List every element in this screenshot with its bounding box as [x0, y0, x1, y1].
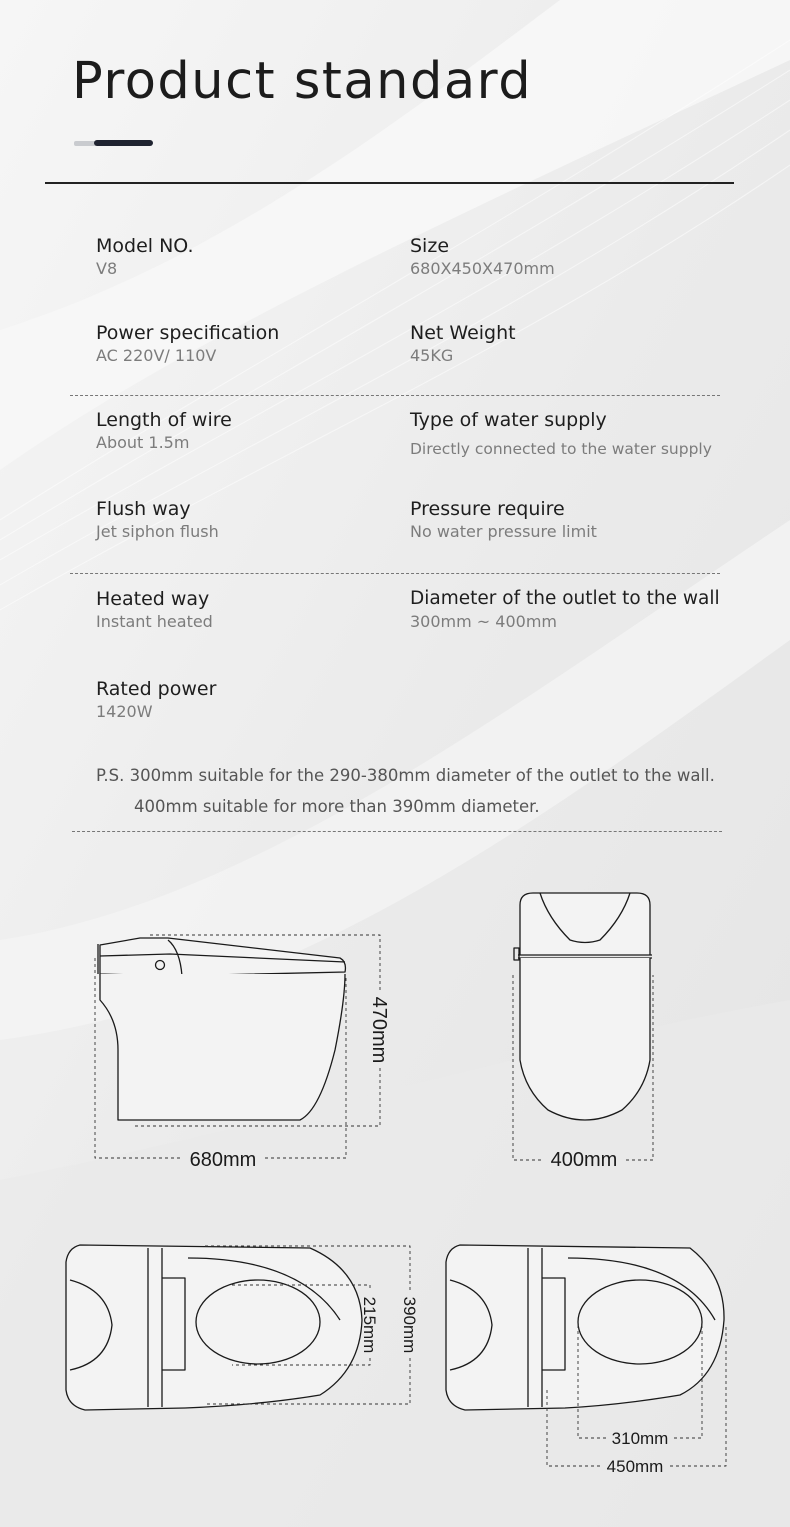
spec-value: About 1.5m [96, 433, 190, 452]
spec-label: Rated power [96, 678, 217, 700]
spec-label: Pressure require [410, 498, 565, 520]
spec-value: Instant heated [96, 612, 213, 631]
ps-note-line: 400mm suitable for more than 390mm diameter. [134, 797, 540, 816]
spec-label: Length of wire [96, 409, 232, 431]
dim-top-inner: 215mm [360, 1296, 379, 1354]
spec-value: No water pressure limit [410, 522, 597, 541]
ps-note-line: P.S. 300mm suitable for the 290-380mm diameter of the outlet to the wall. [96, 766, 715, 785]
spec-value: 1420W [96, 702, 153, 721]
spec-value: V8 [96, 259, 118, 278]
spec-value: Jet siphon flush [96, 522, 219, 541]
side-view-drawing [98, 938, 345, 1120]
spec-label: Net Weight [410, 322, 516, 344]
spec-label: Model NO. [96, 235, 194, 257]
dim-side-length: 680mm [189, 1149, 257, 1171]
dim-top2-inner: 310mm [611, 1429, 669, 1448]
spec-label: Flush way [96, 498, 191, 520]
spec-label: Power specification [96, 322, 280, 344]
front-view-drawing [514, 893, 652, 1120]
dim-front-width: 400mm [550, 1149, 618, 1171]
dim-top2-outer: 450mm [606, 1457, 664, 1476]
spec-label: Type of water supply [410, 409, 607, 431]
spec-value: 45KG [410, 346, 454, 365]
page-title: Product standard [72, 52, 533, 111]
spec-label: Diameter of the outlet to the wall [410, 588, 720, 609]
spec-label: Heated way [96, 588, 210, 610]
top-view-right-drawing [446, 1245, 724, 1410]
dim-side-height: 470mm [368, 996, 390, 1064]
dim-top-outer: 390mm [400, 1296, 419, 1354]
spec-value: 680X450X470mm [410, 259, 555, 278]
spec-value: AC 220V/ 110V [96, 346, 217, 365]
spec-value: Directly connected to the water supply [410, 440, 712, 458]
top-view-left-drawing [66, 1245, 362, 1410]
spec-label: Size [410, 235, 450, 257]
spec-value: 300mm ~ 400mm [410, 612, 557, 631]
